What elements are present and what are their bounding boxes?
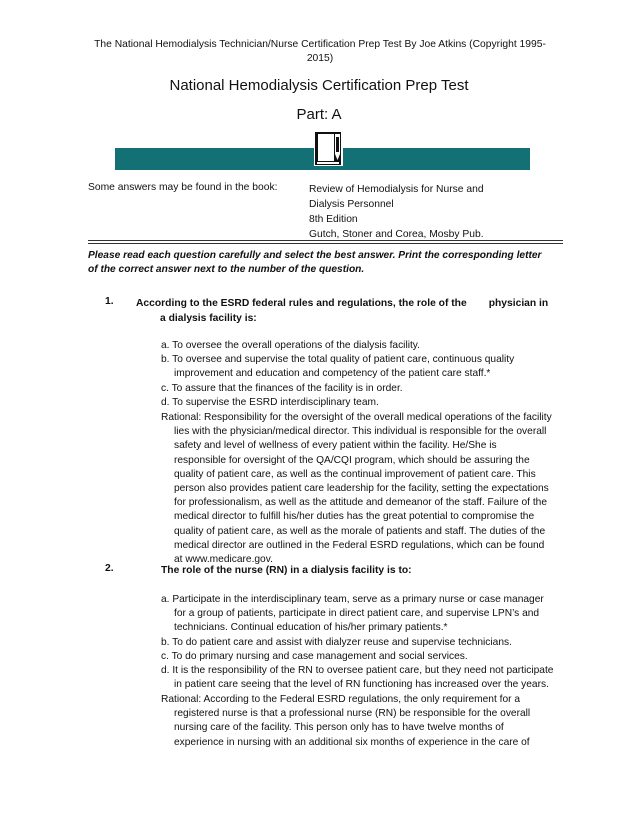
reference-book — [309, 182, 484, 242]
rationale-line: medical director to fulfill his/her duties has the great potential to compromise the — [174, 511, 535, 523]
copyright-line-2: 2015) — [306, 53, 334, 64]
divider-line — [88, 243, 563, 244]
question-1-rationale — [161, 411, 571, 567]
instructions — [88, 249, 568, 277]
option-a: a. Participate in the interdisciplinary team, serve as a primary nurse or case manager — [161, 594, 544, 605]
rationale-line: nursing care of the facility. This person only has to have twelve months of — [174, 722, 504, 734]
part-label: Part: A — [296, 106, 342, 123]
question-2-text: The role of the nurse (RN) in a dialysis facility is to: — [161, 565, 412, 576]
reference-intro: Some answers may be found in the book: — [88, 182, 278, 193]
rationale-line: Rational: Responsibility for the oversight of the overall medical operations of the facility — [161, 412, 552, 423]
option-a-cont: for a group of patients, participate in direct patient care, and supervise LPN’s and — [174, 608, 540, 620]
option-b-cont: improvement and education and competency of the patient care staff.* — [174, 368, 491, 380]
question-2-number: 2. — [105, 563, 114, 574]
option-c: c. To do primary nursing and case management and social services. — [161, 650, 468, 662]
book-pencil-icon — [314, 131, 343, 166]
option-d: d. To supervise the ESRD interdisciplinary team. — [161, 396, 379, 408]
rationale-line: registered nurse is that a professional nurse (RN) be responsible for the overall — [174, 708, 531, 720]
rationale-line: person also provides patient care leadership for the facility, setting the expectations — [174, 483, 549, 495]
instructions-line-1: Please read each question carefully and select the best answer. Print the corresponding letter — [88, 250, 542, 261]
instructions-line-2: of the correct answer next to the number of the question. — [88, 264, 365, 275]
option-d: d. It is the responsibility of the RN to oversee patient care, but they need not participate — [161, 665, 554, 677]
question-1-number: 1. — [105, 296, 114, 307]
rationale-line: for professionalism, as well as the attitude and demeanor of the staff. Failure of the — [174, 497, 547, 509]
rationale-line: quality of patient care, as well as the morale of patients and staff. The duties of the — [174, 525, 546, 537]
rationale-line: responsible for oversight of the QA/CQI program, which should be assuring the — [174, 454, 530, 466]
rationale-line: safety and level of wellness of every patient within the facility. He/She is — [174, 440, 497, 452]
reference-line: Review of Hemodialysis for Nurse and — [309, 184, 484, 195]
option-a: a. To oversee the overall operations of the dialysis facility. — [161, 340, 420, 351]
option-c: c. To assure that the finances of the facility is in order. — [161, 382, 403, 394]
question-1-text — [136, 296, 566, 326]
rationale-line: lies with the physician/medical director. This individual is responsible for the overall — [174, 426, 547, 438]
rationale-line: quality of patient care, as well as the continual improvement of patient care. This — [174, 468, 536, 480]
divider-line — [88, 240, 563, 241]
rationale-line: at www.medicare.gov. — [174, 554, 273, 566]
rationale-line: Rational: According to the Federal ESRD regulations, the only requirement for a — [161, 694, 521, 705]
option-a-cont: technicians. Continual education of his/her primary patients.* — [174, 622, 448, 634]
option-b: b. To oversee and supervise the total quality of patient care, continuous quality — [161, 354, 515, 366]
option-b: b. To do patient care and assist with dialyzer reuse and supervise technicians. — [161, 636, 512, 648]
rationale-line: experience in nursing with an additional six months of experience in the care of — [174, 736, 530, 748]
question-1-text-part-a: According to the ESRD federal rules and regulations, the role of the — [136, 298, 467, 309]
reference-line: 8th Edition — [309, 214, 358, 225]
question-2-rationale — [161, 693, 571, 750]
question-2-options — [161, 593, 571, 692]
question-1-text-part-b: physician in — [488, 298, 549, 309]
question-1-options — [161, 339, 571, 410]
copyright-header — [90, 38, 550, 66]
reference-line: Gutch, Stoner and Corea, Mosby Pub. — [309, 229, 484, 240]
copyright-line-1: The National Hemodialysis Technician/Nurse Certification Prep Test By Joe Atkins (Copyright 1995- — [94, 39, 546, 50]
question-1-text-part-c: a dialysis facility is: — [160, 313, 257, 324]
option-d-cont: in patient care seeing that the level of RN functioning has increased over the years. — [174, 679, 549, 691]
document-title: National Hemodialysis Certification Prep Test — [169, 77, 469, 94]
rationale-line: medical director are outlined in the Federal ESRD regulations, which can be found — [174, 539, 545, 551]
reference-line: Dialysis Personnel — [309, 199, 394, 210]
